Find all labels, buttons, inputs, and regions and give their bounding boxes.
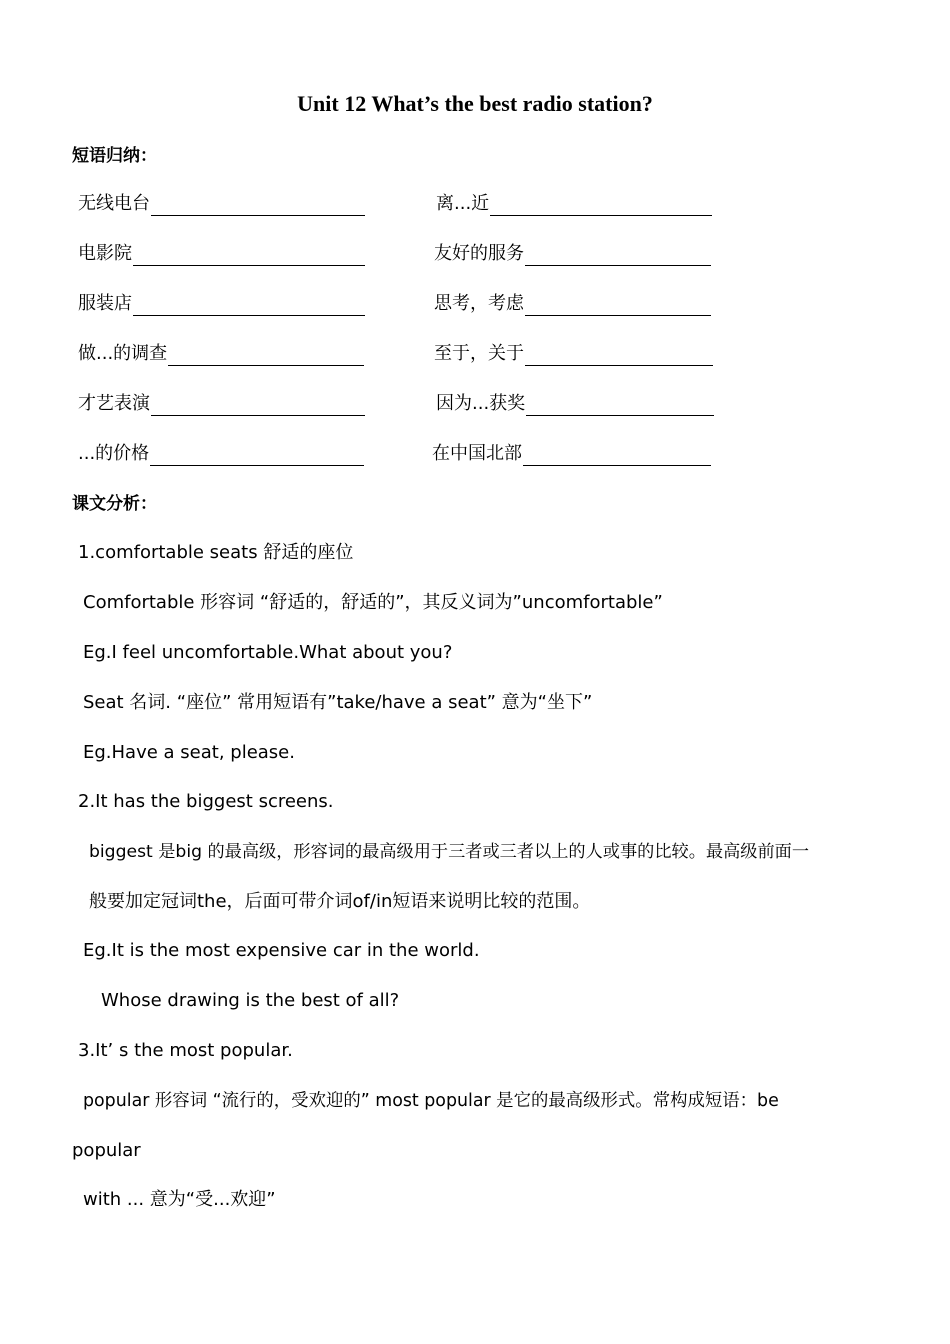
- answer-blank: [525, 295, 711, 316]
- phrase-item: [432, 442, 711, 466]
- phrase-label: 无线电台: [78, 193, 150, 214]
- phrase-label: 电影院: [78, 243, 132, 264]
- phrase-item: [434, 242, 711, 266]
- phrase-label: 才艺表演: [78, 393, 150, 414]
- analysis-line: 般要加定冠词the，后面可带介词of/in短语来说明比较的范围。: [89, 891, 591, 912]
- answer-blank: [525, 245, 711, 266]
- phrase-item: [78, 442, 364, 466]
- answer-blank: [133, 245, 365, 266]
- analysis-heading: 课文分析：: [72, 494, 157, 514]
- phrase-item: [78, 242, 365, 266]
- analysis-line: biggest 是big 的最高级，形容词的最高级用于三者或三者以上的人或事的比较。最高级前面一: [89, 842, 810, 862]
- phrase-item: [436, 192, 712, 216]
- phrase-label: 离...近: [436, 193, 490, 214]
- phrase-label: ...的价格: [78, 443, 150, 464]
- phrase-item: [78, 192, 365, 216]
- document-title: Unit 12 What’s the best radio station?: [297, 91, 653, 116]
- answer-blank: [526, 395, 714, 416]
- phrase-item: [78, 392, 365, 416]
- analysis-line: popular: [72, 1140, 141, 1161]
- phrase-label: 服装店: [78, 293, 132, 314]
- analysis-line: Whose drawing is the best of all?: [101, 990, 400, 1011]
- answer-blank: [151, 195, 365, 216]
- analysis-line: Comfortable 形容词 “舒适的，舒适的”，其反义词为”uncomfortable”: [83, 592, 663, 613]
- analysis-line: popular 形容词 “流行的，受欢迎的” most popular 是它的最高级形式。常构成短语：be: [83, 1091, 779, 1111]
- answer-blank: [150, 445, 364, 466]
- phrase-item: [434, 342, 713, 366]
- analysis-line: 1.comfortable seats 舒适的座位: [78, 542, 354, 563]
- phrase-item: [434, 292, 711, 316]
- phrase-item: [436, 392, 714, 416]
- answer-blank: [490, 195, 712, 216]
- answer-blank: [523, 445, 711, 466]
- analysis-line: 3.It’ s the most popular.: [78, 1040, 293, 1061]
- analysis-line: Eg.I feel uncomfortable.What about you?: [83, 642, 453, 663]
- answer-blank: [151, 395, 365, 416]
- phrase-label: 因为...获奖: [436, 393, 526, 414]
- answer-blank: [168, 345, 364, 366]
- analysis-line: Eg.It is the most expensive car in the world.: [83, 940, 480, 961]
- phrase-label: 思考，考虑: [434, 293, 524, 314]
- phrases-heading: 短语归纳：: [72, 146, 157, 166]
- analysis-line: with ... 意为“受...欢迎”: [83, 1189, 276, 1210]
- phrase-item: [78, 292, 365, 316]
- analysis-line: Eg.Have a seat, please.: [83, 742, 295, 763]
- phrase-item: [78, 342, 364, 366]
- answer-blank: [525, 345, 713, 366]
- phrase-label: 至于，关于: [434, 343, 524, 364]
- analysis-line: 2.It has the biggest screens.: [78, 791, 334, 812]
- answer-blank: [133, 295, 365, 316]
- phrase-label: 在中国北部: [432, 443, 522, 464]
- phrase-label: 做...的调查: [78, 343, 168, 364]
- analysis-line: Seat 名词. “座位” 常用短语有”take/have a seat” 意为“坐下”: [83, 692, 593, 713]
- phrase-label: 友好的服务: [434, 243, 524, 264]
